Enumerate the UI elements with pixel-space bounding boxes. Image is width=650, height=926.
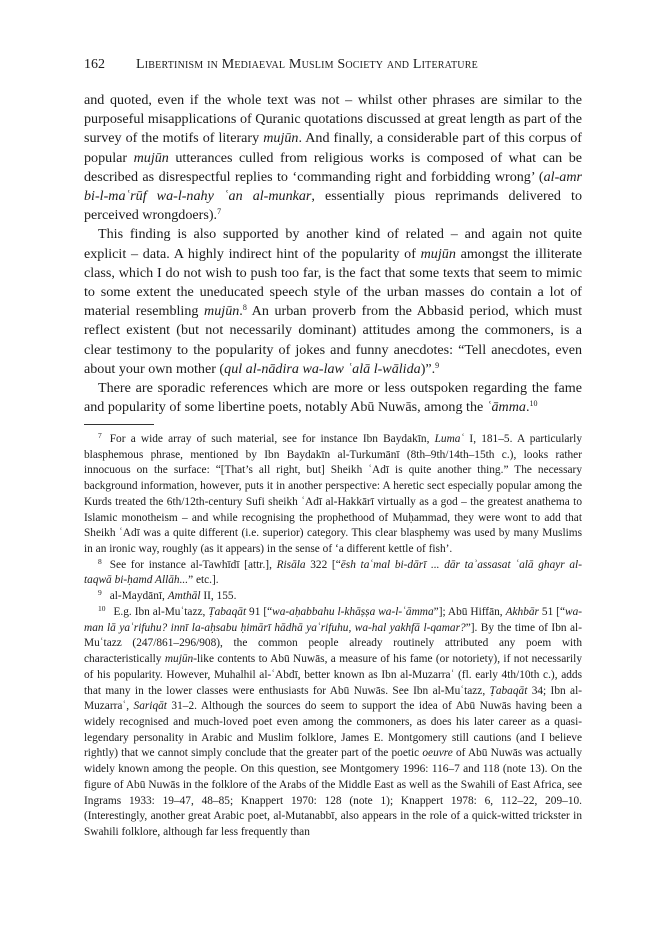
italic-term: ēsh taʿmal bi-dārī ... dār taʾassasat ʿalā ghayr al-taqwā bi-ḥamd Allāh... bbox=[84, 558, 582, 587]
italic-term: wa-man lā yaʿrifuhu? innī la-aḥsabu ḥimārī hādhā yaʿrifuhu, wa-hal yakhfā l-qamar? bbox=[84, 605, 583, 634]
italic-term: mujūn bbox=[164, 653, 194, 666]
italic-term: Ṭabaqāt bbox=[208, 605, 247, 618]
italic-term: Akhbār bbox=[505, 605, 539, 618]
text-run: 51 [“ bbox=[538, 605, 565, 618]
text-run: For a wide array of such material, see for instance Ibn Baydakīn, bbox=[109, 433, 435, 445]
text-run: ”]. By the time of Ibn al-Muʿtazz (247/861–296/908), the common people already routinely attributed any poem with characteristically bbox=[84, 621, 582, 666]
text-run: utterances culled from religious works is composed of what can be described as disrespectful replies to ‘commanding right and forbidding wrong’ ( bbox=[84, 149, 583, 185]
footnote-7 bbox=[84, 432, 582, 558]
footnotes bbox=[84, 432, 582, 841]
italic-term: wa-aḥabbahu l-khāṣṣa wa-l-ʿāmma bbox=[272, 605, 434, 618]
text-run: II, 155. bbox=[200, 590, 237, 603]
italic-term: oeuvre bbox=[422, 747, 453, 760]
text-run: of Abū Nuwās was actually widely known among the people. On this question, see Montgomery 1996: 116–7 and 118 (note 13). On the figure of Abū Nuwās in the folklore of the Arabs of the Middle East as well as the Swahili of East Africa, see Ingrams 1933: 19–47, 48–85; Knappert 1970: 128 (note 1); Knappert 1978: 6, 112–22, 209–10. (Interestingly, another great Arabic poet, al-Mutanabbī, also appears in the role of a quick-witted trickster in Swahili folklore, although far less frequently than bbox=[84, 747, 582, 838]
text-run: amongst the illiterate class, which I do not wish to push too far, is the fact that some texts that seem to mimic to some extent the uneducated speech style of the urban masses do contain a lot of material resembling bbox=[84, 245, 582, 320]
footnote-8 bbox=[84, 558, 582, 589]
italic-term: Lumaʿ bbox=[434, 433, 465, 445]
italic-term: al-amr bi-l-maʿrūf wa-l-nahy ʿan al-munkar bbox=[84, 168, 582, 205]
page-number: 162 bbox=[84, 57, 105, 72]
footnote-divider bbox=[84, 424, 154, 425]
text-run: 322 [“ bbox=[305, 558, 341, 571]
italic-term: mujūn bbox=[263, 130, 299, 147]
italic-term: mujūn bbox=[204, 303, 240, 320]
italic-term: Amthāl bbox=[167, 590, 201, 603]
running-title: Libertinism in Mediaeval Muslim Society and Literature bbox=[136, 57, 478, 72]
text-run: 31–2. Although the sources do seem to support the idea of Abū Nuwās having been a widely recognised and much-loved poet even among the commoners, as does his later career as a quasi-legendary personality in Arabic and Muslim folklore, James E. Montgomery still cautions (and I believe rightly) that we cannot simply conclude that the greater part of the poetic bbox=[84, 700, 582, 760]
footnote-ref-9[interactable]: 9 bbox=[435, 360, 440, 370]
footnote-number: 9 bbox=[98, 588, 102, 598]
text-run: This finding is also supported by another kind of related – and again not quite explicit – data. A highly indirect hint of the popularity of bbox=[84, 226, 582, 262]
text-run: ” etc.]. bbox=[188, 574, 219, 587]
main-text bbox=[84, 91, 582, 417]
footnote-ref-8[interactable]: 8 bbox=[242, 303, 247, 313]
italic-term: Sariqāt bbox=[133, 700, 167, 713]
footnote-number: 7 bbox=[98, 431, 102, 440]
text-run: and quoted, even if the whole text was not – whilst other phrases are similar to the purposeful misapplications of Quranic quotations discussed at great length as part of the survey of the motifs of literary bbox=[84, 92, 582, 147]
footnote-ref-10[interactable]: 10 bbox=[529, 399, 538, 409]
footnote-10 bbox=[84, 605, 582, 841]
footnote-ref-7[interactable]: 7 bbox=[217, 207, 222, 217]
text-run: . bbox=[239, 303, 243, 320]
text-run: )”. bbox=[420, 360, 436, 377]
paragraph-1 bbox=[84, 91, 582, 225]
italic-term: qul al-nādira wa-law ʿalā l-wālida bbox=[224, 360, 421, 377]
text-run: . bbox=[525, 399, 530, 416]
italic-term: Risāla bbox=[276, 558, 306, 571]
text-run: An urban proverb from the Abbasid period, which must reflect existent (but not necessarily dominant) attitudes among the commoners, is a clear testimony to the popularity of jokes and funny anecdotes: “Tell anecdotes, even about your own mother ( bbox=[84, 303, 582, 377]
text-run: . And finally, a considerable part of this corpus of popular bbox=[84, 130, 583, 166]
page-header bbox=[84, 57, 584, 77]
text-run: There are sporadic references which are more or less outspoken regarding the fame and popularity of some libertine poets, notably Abū Nuwās, among the bbox=[84, 380, 582, 416]
text-run: 34; Ibn al-Muzarraʿ, bbox=[84, 684, 582, 713]
text-run: al-Maydānī, bbox=[109, 590, 168, 603]
text-run: -like contents to Abū Nuwās, a measure of his fame (or notoriety), if not necessarily of his popularity. However, Muhalhil al-ʿAbdī, better known as Ibn al-Muzarraʿ (fl. early 4th/10th c.), adds that many in the lower classes were enthusiasts for Abū Nuwās. See Ibn al-Muʿtazz, bbox=[84, 653, 582, 697]
italic-term: mujūn bbox=[133, 149, 169, 166]
italic-term: ʿāmma bbox=[486, 399, 526, 416]
text-run: 91 [“ bbox=[246, 605, 273, 618]
text-run: ”]; Abū Hiffān, bbox=[433, 605, 506, 618]
italic-term: Ṭabaqāt bbox=[489, 684, 528, 697]
text-run: I, 181–5. A particularly blasphemous phrase, mentioned by Ibn Baydakīn al-Turkumānī (8th–9th/14th–15th c.), looks rather innocuous on the surface: “[That’s all right, but] Sheikh ʿAdī is quite another thing.” The necessary background information, however, puts it in another perspective: A heretic sect especially popular among the Kurds treated the 6th/12th-century Sufi sheikh ʿAdī al-Hakkārī virtually as a god – the greatest anathema to Islamic monotheism – and while recognising the prophethood of Muḥammad, they were wont to add that Sheikh ʿAdī was a quite different (i.e. superior) category. This clear blasphemy was used by many Muslims in an ironic way, roughly (as it appears) in the sense of ‘a different kettle of fish’. bbox=[84, 433, 582, 556]
paragraph-3 bbox=[84, 379, 582, 417]
paragraph-2 bbox=[84, 225, 582, 379]
text-run: , essentially pious reprimands delivered to perceived wrongdoers). bbox=[84, 188, 582, 224]
text-run: See for instance al-Tawhīdī [attr.], bbox=[109, 558, 277, 571]
italic-term: mujūn bbox=[420, 245, 456, 262]
text-run: E.g. Ibn al-Muʿtazz, bbox=[113, 605, 209, 618]
footnote-number: 10 bbox=[98, 603, 106, 613]
footnote-number: 8 bbox=[98, 556, 102, 566]
footnote-9 bbox=[84, 589, 582, 605]
